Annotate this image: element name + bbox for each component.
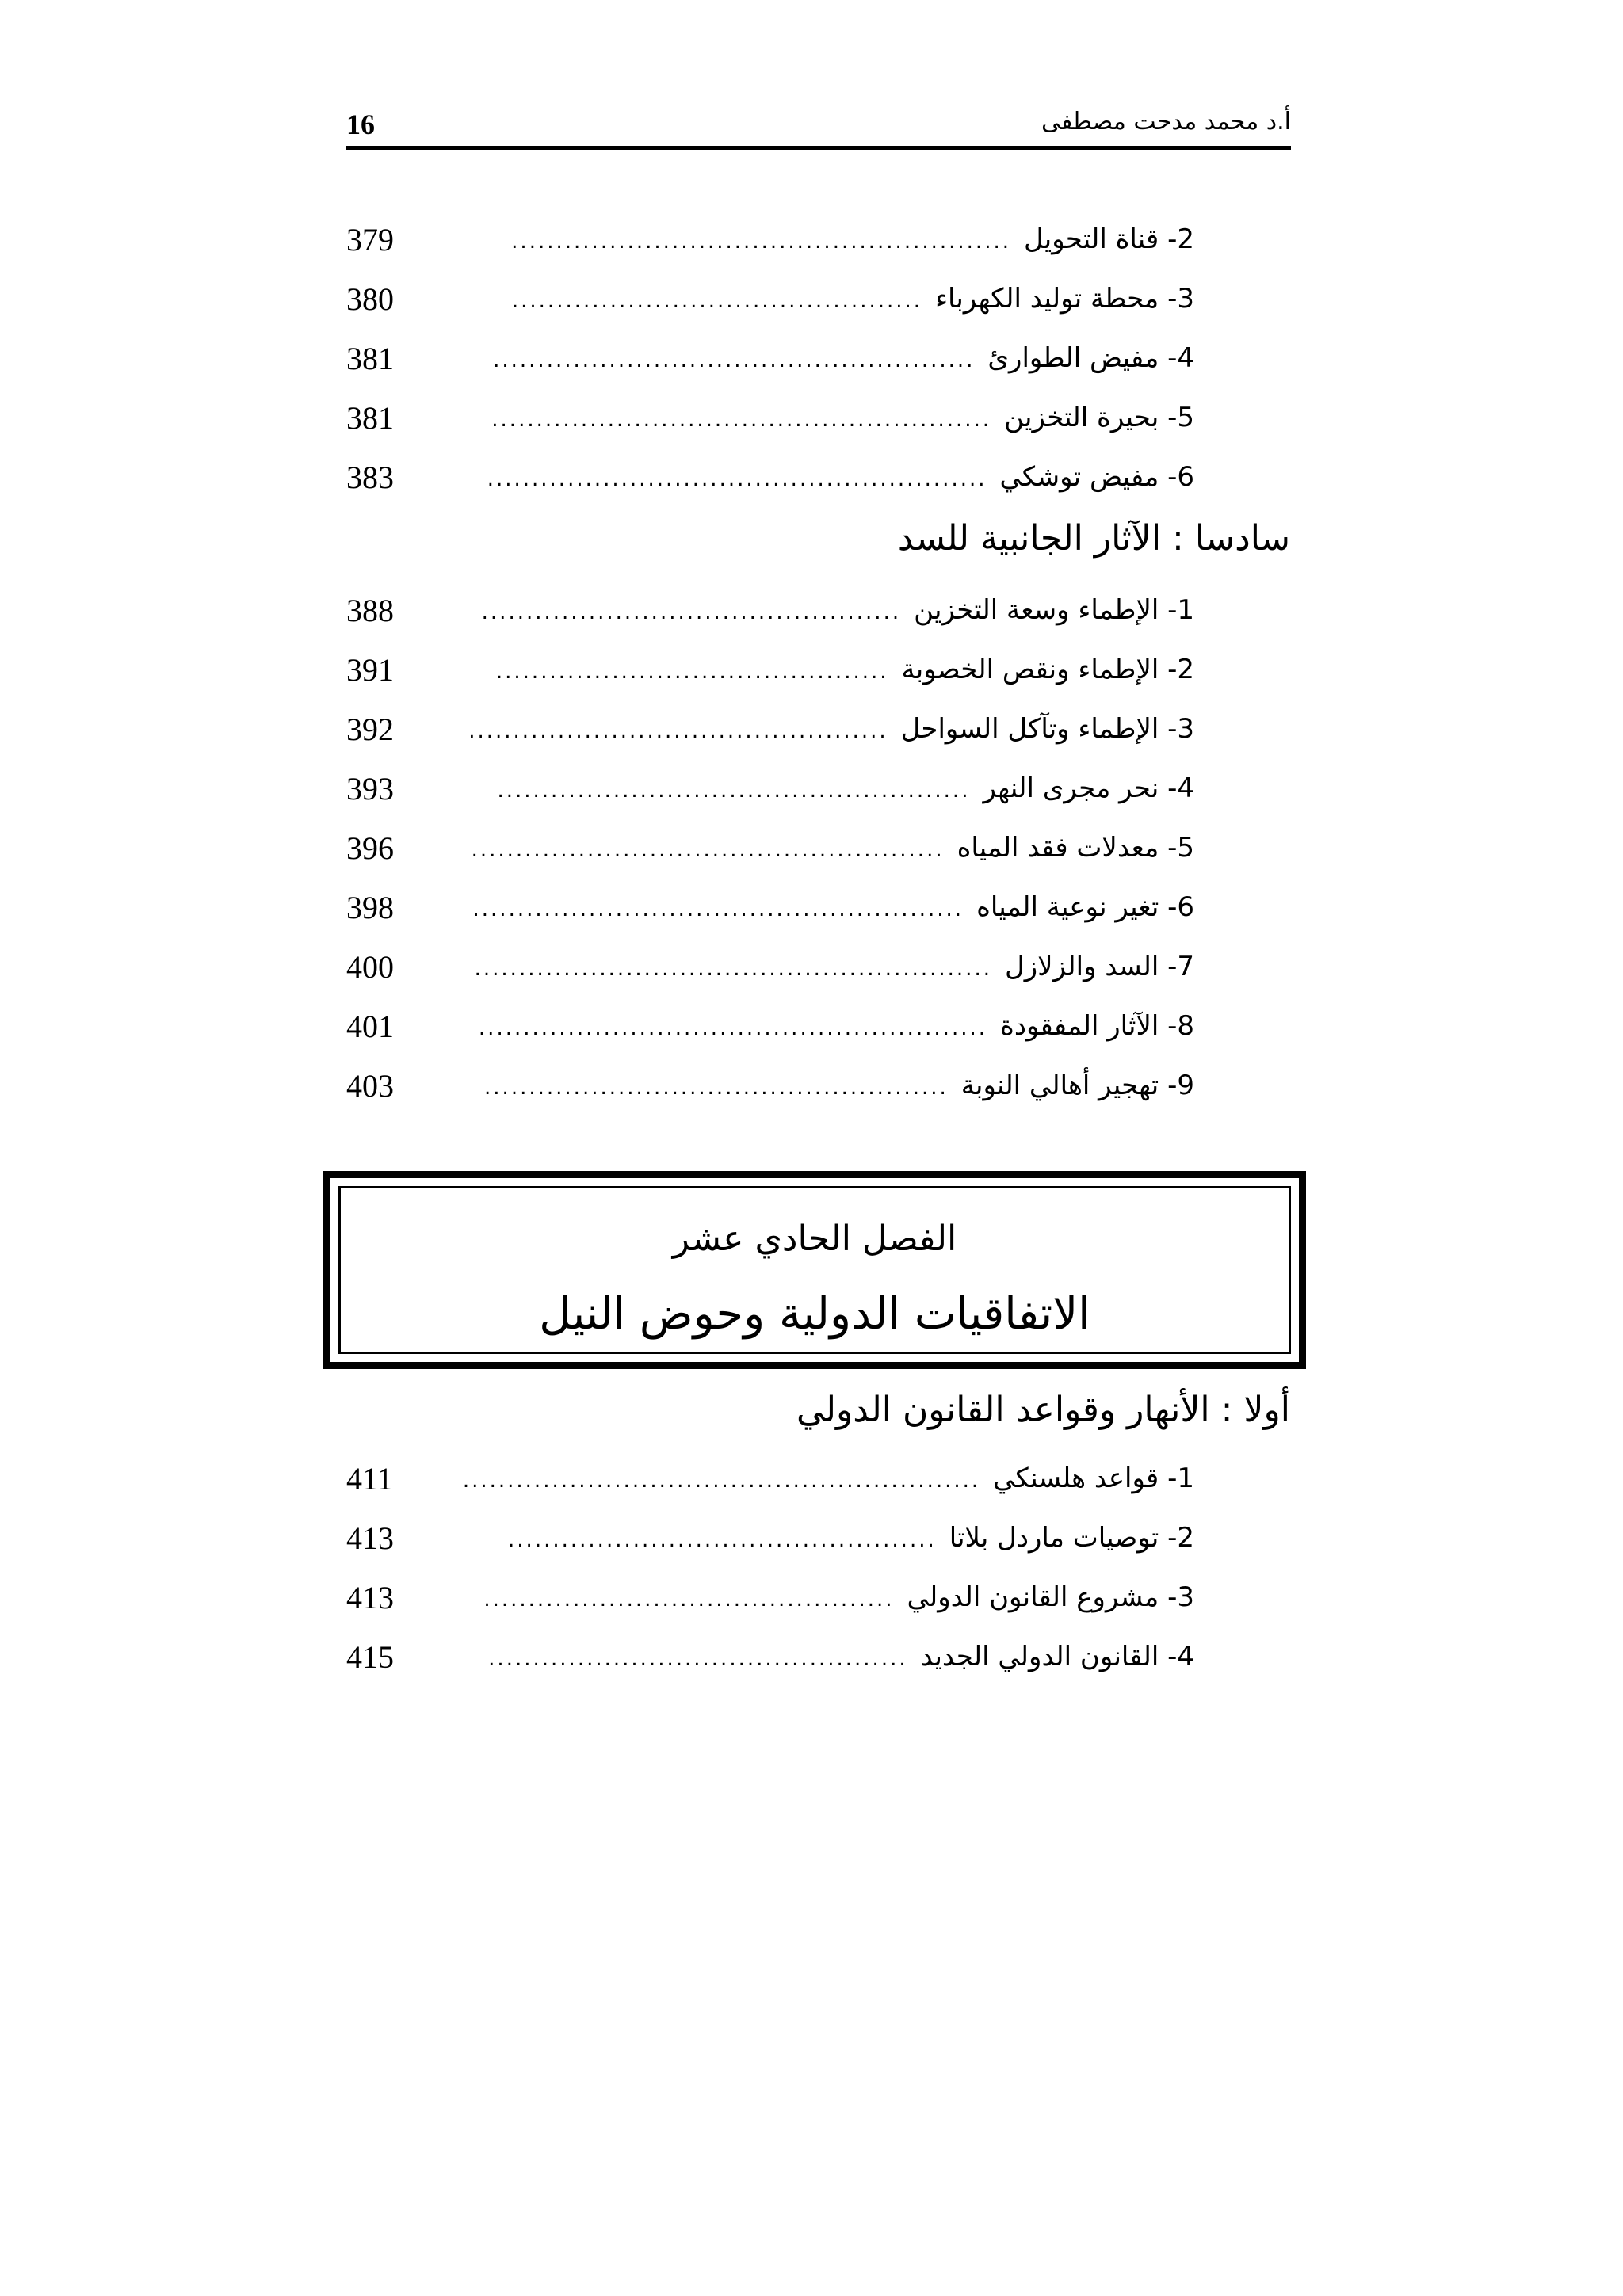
toc-entry-page: 388 — [346, 592, 394, 628]
toc-entry-title: 3- محطة توليد الكهرباء — [935, 283, 1194, 315]
toc-entry-page: 400 — [346, 948, 394, 985]
chapter-title: الاتفاقيات الدولية وحوض النيل — [539, 1288, 1090, 1340]
toc-entry-page: 403 — [346, 1067, 394, 1104]
toc-leader-dots: ..................................................... — [497, 779, 971, 803]
toc-entry[interactable] — [346, 705, 1194, 753]
chapter-title-box — [323, 1171, 1306, 1369]
toc-entry[interactable] — [346, 1633, 1194, 1680]
toc-leader-dots: ........................................................ — [491, 408, 992, 432]
section-heading: أولا : الأنهار وقواعد القانون الدولي — [796, 1390, 1290, 1430]
toc-leader-dots: ............................................... — [488, 1647, 908, 1671]
toc-entry-title: 1- الإطماء وسعة التخزين — [914, 594, 1194, 626]
toc-entry[interactable] — [346, 275, 1194, 322]
running-header-author: أ.د محمد مدحت مصطفى — [1041, 108, 1291, 135]
toc-entry-page: 392 — [346, 711, 394, 747]
toc-entry[interactable] — [346, 586, 1194, 634]
header-divider — [346, 146, 1291, 150]
toc-leader-dots: .............................................. — [483, 1588, 895, 1611]
toc-entry-page: 391 — [346, 651, 394, 688]
toc-entry-page: 381 — [346, 340, 394, 376]
toc-leader-dots: ......................................................... — [478, 1016, 988, 1040]
toc-entry-page: 413 — [346, 1579, 394, 1615]
toc-entry[interactable] — [346, 394, 1194, 441]
toc-entry-title: 1- قواعد هلسنكي — [993, 1463, 1194, 1494]
toc-leader-dots: ............................................ — [495, 660, 889, 684]
toc-entry-page: 415 — [346, 1638, 394, 1675]
toc-entry-title: 9- تهجير أهالي النوبة — [960, 1070, 1194, 1101]
page-header — [346, 95, 1291, 151]
toc-entry-page: 411 — [346, 1460, 393, 1497]
toc-leader-dots: ...................................................... — [493, 349, 976, 372]
toc-entry-page: 396 — [346, 830, 394, 866]
toc-entry-title: 3- مشروع القانون الدولي — [907, 1581, 1194, 1613]
toc-leader-dots: ..................................................... — [471, 838, 945, 862]
toc-entry-page: 381 — [346, 399, 394, 436]
toc-entry-title: 2- قناة التحويل — [1024, 223, 1194, 255]
toc-leader-dots: .................................................... — [484, 1076, 949, 1100]
toc-entry-title: 6- مفيض توشكي — [999, 461, 1194, 493]
toc-leader-dots: ....................................................... — [472, 898, 964, 921]
toc-leader-dots: .......................................................... — [462, 1469, 981, 1493]
toc-entry[interactable] — [346, 883, 1194, 931]
toc-leader-dots: .............................................. — [511, 289, 923, 313]
toc-entry[interactable] — [346, 1062, 1194, 1109]
toc-leader-dots: .......................................................... — [474, 957, 992, 981]
toc-entry[interactable] — [346, 215, 1194, 263]
toc-entry-page: 380 — [346, 280, 394, 317]
section-heading: سادسا : الآثار الجانبية للسد — [897, 518, 1290, 559]
page-number: 16 — [346, 109, 375, 140]
toc-entry[interactable] — [346, 765, 1194, 812]
toc-entry[interactable] — [346, 453, 1194, 501]
toc-leader-dots: ................................................ — [508, 1528, 937, 1552]
toc-entry-title: 8- الآثار المفقودة — [1000, 1010, 1194, 1042]
toc-entry[interactable] — [346, 1002, 1194, 1050]
toc-entry-title: 5- بحيرة التخزين — [1004, 402, 1194, 433]
toc-entry[interactable] — [346, 1514, 1194, 1562]
toc-entry-page: 413 — [346, 1520, 394, 1556]
toc-entry-title: 4- مفيض الطوارئ — [987, 342, 1194, 374]
toc-entry-title: 6- تغير نوعية المياه — [976, 891, 1194, 923]
toc-entry-title: 4- القانون الدولي الجديد — [920, 1641, 1194, 1672]
toc-entry-title: 4- نحر مجرى النهر — [983, 772, 1194, 804]
toc-entry[interactable] — [346, 943, 1194, 990]
toc-entry-page: 393 — [346, 770, 394, 807]
toc-entry-page: 379 — [346, 221, 394, 257]
toc-entry[interactable] — [346, 646, 1194, 693]
toc-leader-dots: ........................................................ — [487, 467, 987, 491]
toc-leader-dots: ............................................... — [468, 719, 888, 743]
toc-entry-title: 2- توصيات ماردل بلاتا — [949, 1522, 1194, 1554]
toc-leader-dots: ............................................... — [481, 601, 902, 624]
toc-entry-title: 3- الإطماء وتآكل السواحل — [900, 713, 1194, 745]
toc-entry-page: 383 — [346, 459, 394, 495]
toc-entry-title: 5- معدلات فقد المياه — [957, 832, 1194, 864]
toc-entry[interactable] — [346, 334, 1194, 382]
toc-leader-dots: ........................................................ — [511, 230, 1011, 254]
toc-entry[interactable] — [346, 1455, 1194, 1502]
toc-entry-page: 401 — [346, 1008, 394, 1044]
toc-entry-page: 398 — [346, 889, 394, 925]
toc-entry-title: 2- الإطماء ونقص الخصوبة — [901, 654, 1194, 685]
chapter-number: الفصل الحادي عشر — [672, 1219, 957, 1259]
toc-entry-title: 7- السد والزلازل — [1004, 951, 1194, 982]
toc-entry[interactable] — [346, 1573, 1194, 1621]
chapter-title-inner-frame — [338, 1186, 1291, 1354]
toc-entry[interactable] — [346, 824, 1194, 871]
